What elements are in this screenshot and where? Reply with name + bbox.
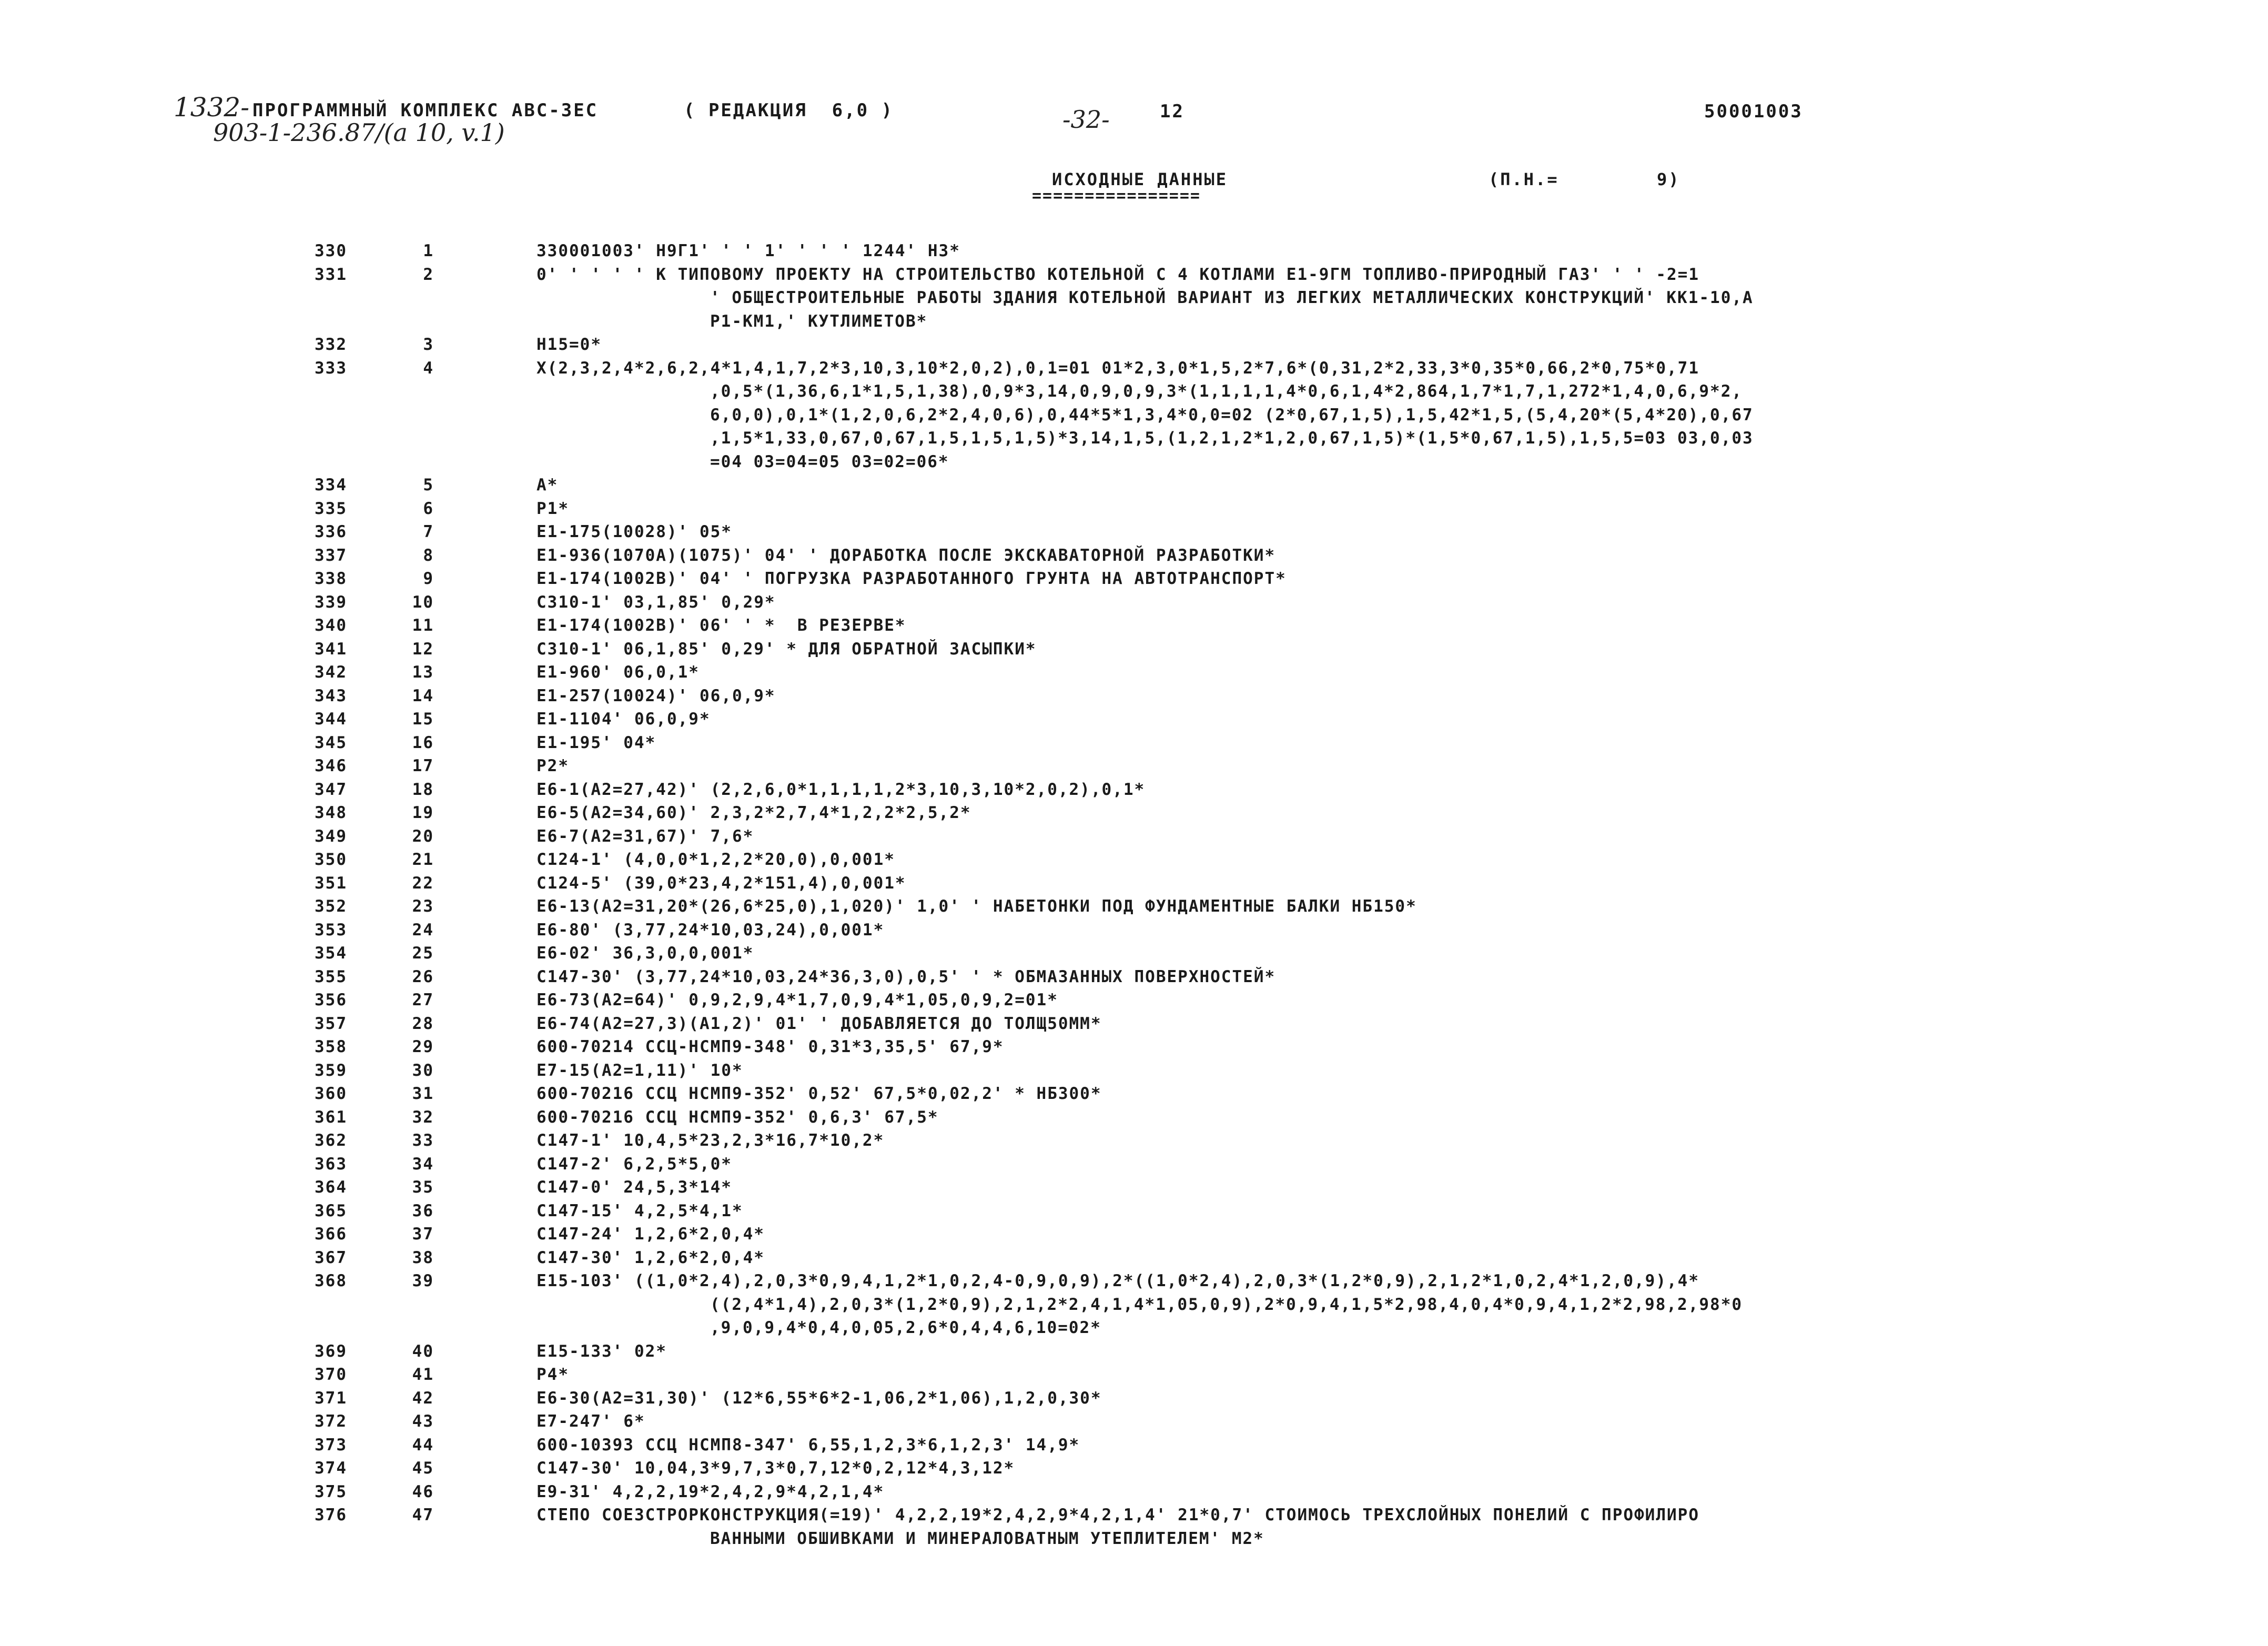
line-number: 358 xyxy=(315,1037,347,1056)
line-number: 335 xyxy=(315,499,347,518)
sequence-number: 15 xyxy=(412,710,434,729)
sequence-number: 5 xyxy=(423,476,434,494)
handwritten-page-number: -32- xyxy=(1062,105,1110,134)
record-text xyxy=(536,520,2036,544)
line-number: 376 xyxy=(315,1506,347,1524)
sequence-number: 2 xyxy=(423,265,434,284)
record-first-line: 600-70214 ССЦ-НСМП9-348' 0,31*3,35,5' 67,9* xyxy=(536,1037,1004,1056)
record-first-line: С124-5' (39,0*23,4,2*151,4),0,001* xyxy=(536,873,906,893)
listing-row xyxy=(284,848,2036,872)
record-text xyxy=(536,754,2036,778)
sequence-number: 22 xyxy=(412,873,434,893)
record-text xyxy=(536,333,2036,357)
listing-row xyxy=(284,895,2036,918)
line-number: 365 xyxy=(315,1201,347,1220)
listing-row xyxy=(284,1059,2036,1083)
line-number: 336 xyxy=(315,522,347,541)
sequence-number: 39 xyxy=(412,1271,434,1290)
listing-row xyxy=(284,801,2036,825)
record-first-line: Е9-31' 4,2,2,19*2,4,2,9*4,2,1,4* xyxy=(536,1482,885,1501)
line-number: 348 xyxy=(315,803,347,822)
record-text xyxy=(536,239,2036,263)
sequence-number: 25 xyxy=(412,944,434,963)
record-first-line: Е6-80' (3,77,24*10,03,24),0,001* xyxy=(536,920,885,940)
listing-row xyxy=(284,1223,2036,1246)
record-text xyxy=(536,731,2036,755)
record-continuation-line: ,0,5*(1,36,6,1*1,5,1,38),0,9*3,14,0,9,0,9,3*(1,1,1,1,4*0,6,1,4*2,864,1,7*1,7,1,272*1,4,0,6,9*2, xyxy=(710,382,1743,401)
listing-row xyxy=(284,591,2036,614)
record-first-line: А* xyxy=(536,476,559,494)
line-number: 333 xyxy=(315,358,347,378)
record-continuation-line: ((2,4*1,4),2,0,3*(1,2*0,9),2,1,2*2,4,1,4*1,05,0,9),2*0,9,4,1,5*2,98,4,0,4*0,9,4,1,2*2,98,2,98*0 xyxy=(710,1295,1743,1314)
record-text xyxy=(536,918,2036,942)
record-continuation-line: 6,0,0),0,1*(1,2,0,6,2*2,4,0,6),0,44*5*1,3,4*0,0=02 (2*0,67,1,5),1,5,42*1,5,(5,4,20*(5,4*20),0,67 xyxy=(710,405,1754,425)
record-first-line: С310-1' 03,1,85' 0,29* xyxy=(536,592,776,612)
record-text xyxy=(536,1106,2036,1129)
record-first-line: Е6-02' 36,3,0,0,001* xyxy=(536,944,754,963)
record-text xyxy=(536,1503,2036,1550)
listing-row xyxy=(284,357,2036,474)
record-text xyxy=(536,1410,2036,1433)
listing-row xyxy=(284,1269,2036,1340)
pn-value: 9) xyxy=(1657,169,1680,189)
record-first-line: С147-30' (3,77,24*10,03,24*36,3,0),0,5' ' * ОБМАЗАННЫХ ПОВЕРХНОСТЕЙ* xyxy=(536,967,1276,986)
listing-row xyxy=(284,778,2036,802)
listing-row xyxy=(284,1035,2036,1059)
sequence-number: 28 xyxy=(412,1014,434,1033)
record-first-line: СТЕПО СОЕЗСТРОРКОНСТРУКЦИЯ(=19)' 4,2,2,19*2,4,2,9*4,2,1,4' 21*0,7' СТОИМОСЬ ТРЕХСЛОЙНЫХ ПОНЕЛИЙ С ПРОФИЛИРО xyxy=(536,1506,1700,1524)
record-continuation-line: ВАННЫМИ ОБШИВКАМИ И МИНЕРАЛОВАТНЫМ УТЕПЛИТЕЛЕМ' М2* xyxy=(710,1529,1264,1548)
sequence-number: 33 xyxy=(412,1131,434,1150)
record-text xyxy=(536,825,2036,849)
line-number: 344 xyxy=(315,710,347,729)
record-text xyxy=(536,1433,2036,1457)
record-text xyxy=(536,1387,2036,1410)
listing-row xyxy=(284,988,2036,1012)
record-first-line: С310-1' 06,1,85' 0,29' * ДЛЯ ОБРАТНОЙ ЗАСЫПКИ* xyxy=(536,639,1037,659)
listing-row xyxy=(284,544,2036,568)
line-number: 352 xyxy=(315,897,347,916)
listing-row xyxy=(284,1176,2036,1199)
record-text xyxy=(536,848,2036,872)
record-first-line: Е1-195' 04* xyxy=(536,733,656,752)
sequence-number: 9 xyxy=(423,569,434,588)
listing-row xyxy=(284,1433,2036,1457)
sequence-number: 16 xyxy=(412,733,434,752)
record-text xyxy=(536,801,2036,825)
record-continuation-line: ' ОБЩЕСТРОИТЕЛЬНЫЕ РАБОТЫ ЗДАНИЯ КОТЕЛЬНОЙ ВАРИАНТ ИЗ ЛЕГКИХ МЕТАЛЛИЧЕСКИХ КОНСТРУКЦИЙ' КК1-10,А xyxy=(710,288,1754,307)
sequence-number: 4 xyxy=(423,358,434,378)
line-number: 356 xyxy=(315,991,347,1009)
title-underline: ================ xyxy=(1032,187,1201,205)
record-first-line: С147-30' 1,2,6*2,0,4* xyxy=(536,1248,765,1267)
line-number: 355 xyxy=(315,967,347,986)
record-text xyxy=(536,988,2036,1012)
line-number: 372 xyxy=(315,1412,347,1431)
sequence-number: 10 xyxy=(412,592,434,612)
handwritten-archive-number: 1332- xyxy=(174,92,250,123)
sequence-number: 20 xyxy=(412,826,434,846)
listing-row xyxy=(284,1082,2036,1106)
line-number: 350 xyxy=(315,850,347,869)
record-text xyxy=(536,778,2036,802)
sequence-number: 17 xyxy=(412,756,434,775)
listing-row xyxy=(284,497,2036,521)
listing-row xyxy=(284,1480,2036,1504)
sequence-number: 7 xyxy=(423,522,434,541)
line-number: 368 xyxy=(315,1271,347,1290)
sequence-number: 19 xyxy=(412,803,434,822)
listing-row xyxy=(284,965,2036,989)
sequence-number: 42 xyxy=(412,1388,434,1408)
record-first-line: Н15=0* xyxy=(536,335,602,354)
line-number: 340 xyxy=(315,616,347,635)
sequence-number: 3 xyxy=(423,335,434,354)
record-first-line: Е1-936(1070А)(1075)' 04' ' ДОРАБОТКА ПОСЛЕ ЭКСКАВАТОРНОЙ РАЗРАБОТКИ* xyxy=(536,546,1276,565)
sequence-number: 27 xyxy=(412,991,434,1009)
record-text xyxy=(536,567,2036,591)
record-text xyxy=(536,473,2036,497)
sequence-number: 31 xyxy=(412,1084,434,1103)
record-text xyxy=(536,1269,2036,1340)
listing-row xyxy=(284,942,2036,965)
listing-row xyxy=(284,872,2036,895)
sequence-number: 37 xyxy=(412,1225,434,1244)
line-number: 373 xyxy=(315,1435,347,1455)
record-text xyxy=(536,1457,2036,1480)
sequence-number: 23 xyxy=(412,897,434,916)
sequence-number: 1 xyxy=(423,241,434,260)
listing-row xyxy=(284,684,2036,708)
record-first-line: Е15-103' ((1,0*2,4),2,0,3*0,9,4,1,2*1,0,2,4-0,9,0,9),2*((1,0*2,4),2,0,3*(1,2*0,9),2,1,2*1,0,2,4*1,2,0,9),4* xyxy=(536,1271,1700,1290)
sequence-number: 12 xyxy=(412,639,434,659)
record-text xyxy=(536,1153,2036,1176)
printed-page-number: 12 xyxy=(1160,101,1184,122)
sequence-number: 47 xyxy=(412,1506,434,1524)
record-continuation-line: Р1-КМ1,' КУТЛИМЕТОВ* xyxy=(710,311,928,331)
sequence-number: 24 xyxy=(412,920,434,940)
record-first-line: Е6-13(А2=31,20*(26,6*25,0),1,020)' 1,0' ' НАБЕТОНКИ ПОД ФУНДАМЕНТНЫЕ БАЛКИ НБ150* xyxy=(536,897,1417,916)
line-number: 341 xyxy=(315,639,347,659)
sequence-number: 32 xyxy=(412,1107,434,1127)
record-text xyxy=(536,1176,2036,1199)
record-text xyxy=(536,1223,2036,1246)
listing-row xyxy=(284,1129,2036,1153)
record-text xyxy=(536,614,2036,638)
line-number: 347 xyxy=(315,780,347,799)
listing-row xyxy=(284,263,2036,334)
record-first-line: Е1-1104' 06,0,9* xyxy=(536,710,711,729)
record-first-line: Е7-15(А2=1,11)' 10* xyxy=(536,1061,743,1080)
record-text xyxy=(536,684,2036,708)
listing-row xyxy=(284,614,2036,638)
line-number: 345 xyxy=(315,733,347,752)
record-first-line: Р2* xyxy=(536,756,569,775)
sequence-number: 34 xyxy=(412,1154,434,1174)
record-text xyxy=(536,1035,2036,1059)
sequence-number: 38 xyxy=(412,1248,434,1267)
record-text xyxy=(536,942,2036,965)
record-continuation-line: ,9,0,9,4*0,4,0,05,2,6*0,4,4,6,10=02* xyxy=(710,1318,1101,1337)
record-text xyxy=(536,965,2036,989)
record-text xyxy=(536,591,2036,614)
record-first-line: С124-1' (4,0,0*1,2,2*20,0),0,001* xyxy=(536,850,895,869)
listing-row xyxy=(284,1387,2036,1410)
record-first-line: Е1-960' 06,0,1* xyxy=(536,663,700,682)
record-first-line: 600-10393 ССЦ НСМП8-347' 6,55,1,2,3*6,1,2,3' 14,9* xyxy=(536,1435,1080,1455)
record-continuation-line: =04 03=04=05 03=02=06* xyxy=(710,452,949,471)
pn-label: (П.Н.= xyxy=(1489,169,1559,189)
record-first-line: Е6-73(А2=64)' 0,9,2,9,4*1,7,0,9,4*1,05,0,9,2=01* xyxy=(536,991,1058,1009)
line-number: 332 xyxy=(315,335,347,354)
sequence-number: 41 xyxy=(412,1365,434,1384)
record-continuation-line: ,1,5*1,33,0,67,0,67,1,5,1,5,1,5)*3,14,1,5,(1,2,1,2*1,2,0,67,1,5)*(1,5*0,67,1,5),1,5,5=03 03,0,03 xyxy=(710,429,1754,448)
line-number: 349 xyxy=(315,826,347,846)
sequence-number: 44 xyxy=(412,1435,434,1455)
listing-row xyxy=(284,520,2036,544)
record-text xyxy=(536,1082,2036,1106)
record-text xyxy=(536,1340,2036,1364)
line-number: 353 xyxy=(315,920,347,940)
sequence-number: 45 xyxy=(412,1459,434,1478)
listing-row xyxy=(284,731,2036,755)
listing-row xyxy=(284,239,2036,263)
line-number: 366 xyxy=(315,1225,347,1244)
sequence-number: 21 xyxy=(412,850,434,869)
record-first-line: 600-70216 ССЦ НСМП9-352' 0,6,3' 67,5* xyxy=(536,1107,939,1127)
program-name: ПРОГРАММНЫЙ КОМПЛЕКС АВС-3ЕС xyxy=(252,100,599,121)
record-text xyxy=(536,1129,2036,1153)
sequence-number: 46 xyxy=(412,1482,434,1501)
record-text xyxy=(536,1363,2036,1387)
line-number: 369 xyxy=(315,1341,347,1361)
record-first-line: С147-2' 6,2,5*5,0* xyxy=(536,1154,732,1174)
record-text xyxy=(536,1199,2036,1223)
listing-row xyxy=(284,1246,2036,1270)
record-text xyxy=(536,544,2036,568)
listing-row xyxy=(284,1012,2036,1036)
edition-label: ( РЕДАКЦИЯ 6,0 ) xyxy=(684,100,894,121)
sequence-number: 18 xyxy=(412,780,434,799)
sequence-number: 30 xyxy=(412,1061,434,1080)
record-text xyxy=(536,1246,2036,1270)
record-first-line: С147-0' 24,5,3*14* xyxy=(536,1178,732,1197)
record-text xyxy=(536,263,2036,334)
sequence-number: 13 xyxy=(412,663,434,682)
record-first-line: 600-70216 ССЦ НСМП9-352' 0,52' 67,5*0,02,2' * НБ300* xyxy=(536,1084,1102,1103)
line-number: 361 xyxy=(315,1107,347,1127)
record-text xyxy=(536,497,2036,521)
listing-row xyxy=(284,1410,2036,1433)
listing-row xyxy=(284,638,2036,661)
listing-row xyxy=(284,1153,2036,1176)
line-number: 334 xyxy=(315,476,347,494)
line-number: 331 xyxy=(315,265,347,284)
document-code: 50001003 xyxy=(1704,101,1803,122)
sequence-number: 6 xyxy=(423,499,434,518)
line-number: 346 xyxy=(315,756,347,775)
record-first-line: Е1-175(10028)' 05* xyxy=(536,522,732,541)
record-text xyxy=(536,895,2036,918)
record-first-line: Е1-174(1002В)' 04' ' ПОГРУЗКА РАЗРАБОТАННОГО ГРУНТА НА АВТОТРАНСПОРТ* xyxy=(536,569,1287,588)
sequence-number: 40 xyxy=(412,1341,434,1361)
record-text xyxy=(536,1480,2036,1504)
line-number: 337 xyxy=(315,546,347,565)
line-number: 363 xyxy=(315,1154,347,1174)
sequence-number: 8 xyxy=(423,546,434,565)
record-first-line: Е6-30(А2=31,30)' (12*6,55*6*2-1,06,2*1,06),1,2,0,30* xyxy=(536,1388,1102,1408)
record-first-line: Р4* xyxy=(536,1365,569,1384)
line-number: 375 xyxy=(315,1482,347,1501)
record-text xyxy=(536,708,2036,731)
line-number: 330 xyxy=(315,241,347,260)
record-text xyxy=(536,1012,2036,1036)
handwritten-project-code: 903-1-236.87/(a 10, v.1) xyxy=(213,118,505,147)
sequence-number: 26 xyxy=(412,967,434,986)
line-number: 371 xyxy=(315,1388,347,1408)
line-number: 357 xyxy=(315,1014,347,1033)
listing-row xyxy=(284,708,2036,731)
listing-row xyxy=(284,1340,2036,1364)
source-listing xyxy=(284,239,2036,1550)
line-number: 342 xyxy=(315,663,347,682)
record-first-line: Е15-133' 02* xyxy=(536,1341,667,1361)
record-first-line: Р1* xyxy=(536,499,569,518)
record-first-line: Е1-257(10024)' 06,0,9* xyxy=(536,686,776,705)
line-number: 362 xyxy=(315,1131,347,1150)
record-first-line: С147-30' 10,04,3*9,7,3*0,7,12*0,2,12*4,3,12* xyxy=(536,1459,1015,1478)
listing-row xyxy=(284,1363,2036,1387)
record-first-line: 0' ' ' ' ' К ТИПОВОМУ ПРОЕКТУ НА СТРОИТЕЛЬСТВО КОТЕЛЬНОЙ С 4 КОТЛАМИ Е1-9ГМ ТОПЛИВО-ПРИРОДНЫЙ ГАЗ' ' ' -2=1 xyxy=(536,265,1700,284)
record-first-line: Е6-1(А2=27,42)' (2,2,6,0*1,1,1,1,2*3,10,3,10*2,0,2),0,1* xyxy=(536,780,1146,799)
line-number: 339 xyxy=(315,592,347,612)
listing-row xyxy=(284,473,2036,497)
record-first-line: Е6-7(А2=31,67)' 7,6* xyxy=(536,826,754,846)
listing-row xyxy=(284,333,2036,357)
listing-row xyxy=(284,1106,2036,1129)
line-number: 364 xyxy=(315,1178,347,1197)
line-number: 374 xyxy=(315,1459,347,1478)
record-text xyxy=(536,1059,2036,1083)
record-first-line: Х(2,3,2,4*2,6,2,4*1,4,1,7,2*3,10,3,10*2,0,2),0,1=01 01*2,3,0*1,5,2*7,6*(0,31,2*2,33,3*0,35*0,66,2*0,75*0,71 xyxy=(536,358,1700,378)
listing-row xyxy=(284,918,2036,942)
record-first-line: С147-15' 4,2,5*4,1* xyxy=(536,1201,743,1220)
record-text xyxy=(536,661,2036,684)
listing-row xyxy=(284,661,2036,684)
page-title: ИСХОДНЫЕ ДАННЫЕ xyxy=(1052,169,1228,189)
record-first-line: Е6-74(А2=27,3)(А1,2)' 01' ' ДОБАВЛЯЕТСЯ ДО ТОЛЩ50ММ* xyxy=(536,1014,1102,1033)
line-number: 360 xyxy=(315,1084,347,1103)
listing-row xyxy=(284,1457,2036,1480)
record-first-line: Е1-174(1002В)' 06' ' * В РЕЗЕРВЕ* xyxy=(536,616,906,635)
sequence-number: 36 xyxy=(412,1201,434,1220)
sequence-number: 43 xyxy=(412,1412,434,1431)
record-first-line: Е6-5(А2=34,60)' 2,3,2*2,7,4*1,2,2*2,5,2* xyxy=(536,803,971,822)
record-first-line: Е7-247' 6* xyxy=(536,1412,645,1431)
listing-row xyxy=(284,1503,2036,1550)
sequence-number: 14 xyxy=(412,686,434,705)
line-number: 370 xyxy=(315,1365,347,1384)
line-number: 354 xyxy=(315,944,347,963)
record-text xyxy=(536,638,2036,661)
record-first-line: С147-24' 1,2,6*2,0,4* xyxy=(536,1225,765,1244)
line-number: 351 xyxy=(315,873,347,893)
listing-row xyxy=(284,1199,2036,1223)
sequence-number: 35 xyxy=(412,1178,434,1197)
line-number: 367 xyxy=(315,1248,347,1267)
sequence-number: 29 xyxy=(412,1037,434,1056)
listing-row xyxy=(284,754,2036,778)
line-number: 343 xyxy=(315,686,347,705)
listing-row xyxy=(284,825,2036,849)
record-text xyxy=(536,357,2036,474)
line-number: 338 xyxy=(315,569,347,588)
record-text xyxy=(536,872,2036,895)
record-first-line: 330001003' Н9Г1' ' ' 1' ' ' ' 1244' Н3* xyxy=(536,241,960,260)
line-number: 359 xyxy=(315,1061,347,1080)
listing-row xyxy=(284,567,2036,591)
sequence-number: 11 xyxy=(412,616,434,635)
record-first-line: С147-1' 10,4,5*23,2,3*16,7*10,2* xyxy=(536,1131,885,1150)
